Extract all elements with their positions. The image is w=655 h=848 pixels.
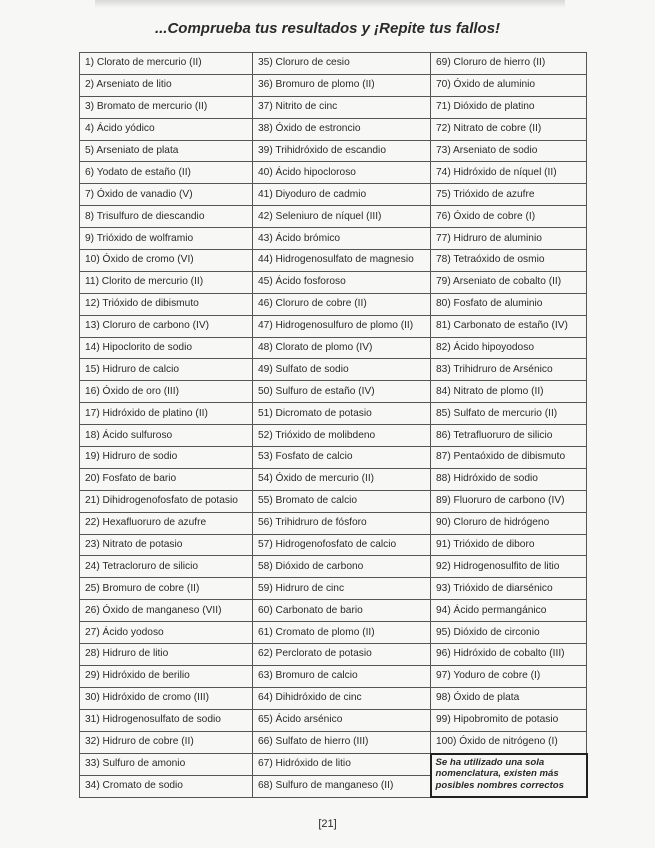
table-row bbox=[80, 600, 587, 622]
table-row bbox=[80, 490, 587, 512]
answer-cell: 47) Hidrogenosulfuro de plomo (II) bbox=[253, 315, 431, 337]
answer-cell: 38) Óxido de estroncio bbox=[253, 118, 431, 140]
answer-cell: 69) Cloruro de hierro (II) bbox=[431, 53, 587, 75]
table-row bbox=[80, 468, 587, 490]
answer-cell: 16) Óxido de oro (III) bbox=[80, 381, 253, 403]
answer-cell: 54) Óxido de mercurio (II) bbox=[253, 468, 431, 490]
answer-cell: 10) Óxido de cromo (VI) bbox=[80, 250, 253, 272]
table-row bbox=[80, 687, 587, 709]
answer-cell: 40) Ácido hipocloroso bbox=[253, 162, 431, 184]
table-row bbox=[80, 140, 587, 162]
answer-cell: 27) Ácido yodoso bbox=[80, 622, 253, 644]
answer-cell: 78) Tetraóxido de osmio bbox=[431, 250, 587, 272]
answer-cell: 96) Hidróxido de cobalto (III) bbox=[431, 644, 587, 666]
answer-cell: 74) Hidróxido de níquel (II) bbox=[431, 162, 587, 184]
answer-cell: 23) Nitrato de potasio bbox=[80, 534, 253, 556]
answer-cell: 84) Nitrato de plomo (II) bbox=[431, 381, 587, 403]
answer-cell: 55) Bromato de calcio bbox=[253, 490, 431, 512]
answer-cell: 11) Clorito de mercurio (II) bbox=[80, 271, 253, 293]
answer-cell: 51) Dicromato de potasio bbox=[253, 403, 431, 425]
answer-cell: 77) Hidruro de aluminio bbox=[431, 228, 587, 250]
answer-cell: 32) Hidruro de cobre (II) bbox=[80, 731, 253, 753]
table-row bbox=[80, 381, 587, 403]
answer-cell: 30) Hidróxido de cromo (III) bbox=[80, 687, 253, 709]
answer-cell: 3) Bromato de mercurio (II) bbox=[80, 96, 253, 118]
answer-cell: 14) Hipoclorito de sodio bbox=[80, 337, 253, 359]
answer-cell: 79) Arseniato de cobalto (II) bbox=[431, 271, 587, 293]
answer-cell: 37) Nitrito de cinc bbox=[253, 96, 431, 118]
answer-cell: 35) Cloruro de cesio bbox=[253, 53, 431, 75]
answer-cell: 88) Hidróxido de sodio bbox=[431, 468, 587, 490]
answer-cell: 12) Trióxido de dibismuto bbox=[80, 293, 253, 315]
table-row bbox=[80, 53, 587, 75]
answer-cell: 90) Cloruro de hidrógeno bbox=[431, 512, 587, 534]
answer-cell: 83) Trihidruro de Arsénico bbox=[431, 359, 587, 381]
answer-cell: 8) Trisulfuro de diescandio bbox=[80, 206, 253, 228]
answer-cell: 13) Cloruro de carbono (IV) bbox=[80, 315, 253, 337]
answer-cell: 33) Sulfuro de amonio bbox=[80, 754, 253, 776]
answer-cell: 82) Ácido hipoyodoso bbox=[431, 337, 587, 359]
table-row bbox=[80, 731, 587, 753]
answer-cell: 80) Fosfato de aluminio bbox=[431, 293, 587, 315]
answer-cell: 52) Trióxido de molibdeno bbox=[253, 425, 431, 447]
answer-cell: 15) Hidruro de calcio bbox=[80, 359, 253, 381]
page-title: ...Comprueba tus resultados y ¡Repite tus fallos! bbox=[154, 20, 501, 37]
answers-table bbox=[79, 52, 588, 798]
answer-cell: 58) Dióxido de carbono bbox=[253, 556, 431, 578]
answer-cell: 21) Dihidrogenofosfato de potasio bbox=[80, 490, 253, 512]
table-row bbox=[80, 206, 587, 228]
answer-cell: 36) Bromuro de plomo (II) bbox=[253, 74, 431, 96]
answer-cell: 45) Ácido fosforoso bbox=[253, 271, 431, 293]
answer-cell: 1) Clorato de mercurio (II) bbox=[80, 53, 253, 75]
answer-cell: 48) Clorato de plomo (IV) bbox=[253, 337, 431, 359]
answer-cell: 72) Nitrato de cobre (II) bbox=[431, 118, 587, 140]
answer-cell: 57) Hidrogenofosfato de calcio bbox=[253, 534, 431, 556]
answer-cell: 92) Hidrogenosulfito de litio bbox=[431, 556, 587, 578]
table-row bbox=[80, 337, 587, 359]
table-row bbox=[80, 709, 587, 731]
table-row bbox=[80, 315, 587, 337]
answer-cell: 28) Hidruro de litio bbox=[80, 644, 253, 666]
answer-cell: 94) Ácido permangánico bbox=[431, 600, 587, 622]
table-row bbox=[80, 754, 587, 776]
answer-cell: 53) Fosfato de calcio bbox=[253, 447, 431, 469]
table-row bbox=[80, 293, 587, 315]
page-number: [21] bbox=[318, 818, 337, 830]
table-row bbox=[80, 447, 587, 469]
table-row bbox=[80, 425, 587, 447]
answer-cell: 24) Tetracloruro de silicio bbox=[80, 556, 253, 578]
answer-cell: 4) Ácido yódico bbox=[80, 118, 253, 140]
answer-cell: 17) Hidróxido de platino (II) bbox=[80, 403, 253, 425]
answer-cell: 76) Óxido de cobre (I) bbox=[431, 206, 587, 228]
answer-cell: 99) Hipobromito de potasio bbox=[431, 709, 587, 731]
answer-cell: 9) Trióxido de wolframio bbox=[80, 228, 253, 250]
answer-cell: 22) Hexafluoruro de azufre bbox=[80, 512, 253, 534]
table-row bbox=[80, 74, 587, 96]
answer-cell: 44) Hidrogenosulfato de magnesio bbox=[253, 250, 431, 272]
table-row bbox=[80, 512, 587, 534]
scan-smudge bbox=[95, 0, 565, 8]
table-row bbox=[80, 96, 587, 118]
answer-cell: 85) Sulfato de mercurio (II) bbox=[431, 403, 587, 425]
nomenclature-note: Se ha utilizado una sola nomenclatura, existen más posibles nombres correctos bbox=[431, 754, 587, 798]
answer-cell: 81) Carbonato de estaño (IV) bbox=[431, 315, 587, 337]
table-row bbox=[80, 162, 587, 184]
table-row bbox=[80, 665, 587, 687]
answer-cell: 60) Carbonato de bario bbox=[253, 600, 431, 622]
answer-cell: 67) Hidróxido de litio bbox=[253, 754, 431, 776]
table-row bbox=[80, 359, 587, 381]
answer-cell: 7) Óxido de vanadio (V) bbox=[80, 184, 253, 206]
answer-cell: 63) Bromuro de calcio bbox=[253, 665, 431, 687]
answer-cell: 62) Perclorato de potasio bbox=[253, 644, 431, 666]
answer-cell: 46) Cloruro de cobre (II) bbox=[253, 293, 431, 315]
answer-cell: 89) Fluoruro de carbono (IV) bbox=[431, 490, 587, 512]
answer-cell: 91) Trióxido de diboro bbox=[431, 534, 587, 556]
answer-cell: 49) Sulfato de sodio bbox=[253, 359, 431, 381]
answer-cell: 42) Seleniuro de níquel (III) bbox=[253, 206, 431, 228]
answer-cell: 61) Cromato de plomo (II) bbox=[253, 622, 431, 644]
answer-cell: 68) Sulfuro de manganeso (II) bbox=[253, 775, 431, 797]
table-row bbox=[80, 271, 587, 293]
answer-cell: 70) Óxido de aluminio bbox=[431, 74, 587, 96]
answer-cell: 93) Trióxido de diarsénico bbox=[431, 578, 587, 600]
answer-cell: 66) Sulfato de hierro (III) bbox=[253, 731, 431, 753]
answer-cell: 39) Trihidróxido de escandio bbox=[253, 140, 431, 162]
answer-cell: 26) Óxido de manganeso (VII) bbox=[80, 600, 253, 622]
answer-cell: 29) Hidróxido de berilio bbox=[80, 665, 253, 687]
answer-cell: 18) Ácido sulfuroso bbox=[80, 425, 253, 447]
answer-cell: 41) Diyoduro de cadmio bbox=[253, 184, 431, 206]
answer-cell: 2) Arseniato de litio bbox=[80, 74, 253, 96]
table-row bbox=[80, 184, 587, 206]
table-row bbox=[80, 118, 587, 140]
table-row bbox=[80, 556, 587, 578]
answer-cell: 65) Ácido arsénico bbox=[253, 709, 431, 731]
table-row bbox=[80, 622, 587, 644]
answer-cell: 87) Pentaóxido de dibismuto bbox=[431, 447, 587, 469]
answer-cell: 31) Hidrogenosulfato de sodio bbox=[80, 709, 253, 731]
answer-cell: 34) Cromato de sodio bbox=[80, 775, 253, 797]
answer-cell: 95) Dióxido de circonio bbox=[431, 622, 587, 644]
answer-cell: 20) Fosfato de bario bbox=[80, 468, 253, 490]
answer-cell: 86) Tetrafluoruro de silicio bbox=[431, 425, 587, 447]
table-row bbox=[80, 403, 587, 425]
answer-cell: 97) Yoduro de cobre (I) bbox=[431, 665, 587, 687]
answer-cell: 75) Trióxido de azufre bbox=[431, 184, 587, 206]
answer-cell: 6) Yodato de estaño (II) bbox=[80, 162, 253, 184]
answer-cell: 56) Trihidruro de fósforo bbox=[253, 512, 431, 534]
answer-cell: 100) Óxido de nitrógeno (I) bbox=[431, 731, 587, 753]
answer-cell: 50) Sulfuro de estaño (IV) bbox=[253, 381, 431, 403]
answer-cell: 19) Hidruro de sodio bbox=[80, 447, 253, 469]
table-row bbox=[80, 578, 587, 600]
table-row bbox=[80, 228, 587, 250]
table-row bbox=[80, 534, 587, 556]
answer-cell: 59) Hidruro de cinc bbox=[253, 578, 431, 600]
table-row bbox=[80, 644, 587, 666]
answer-cell: 64) Dihidróxido de cinc bbox=[253, 687, 431, 709]
answer-cell: 25) Bromuro de cobre (II) bbox=[80, 578, 253, 600]
answer-cell: 98) Óxido de plata bbox=[431, 687, 587, 709]
answer-cell: 5) Arseniato de plata bbox=[80, 140, 253, 162]
answer-cell: 73) Arseniato de sodio bbox=[431, 140, 587, 162]
answer-cell: 71) Dióxido de platino bbox=[431, 96, 587, 118]
answer-cell: 43) Ácido brómico bbox=[253, 228, 431, 250]
table-row bbox=[80, 250, 587, 272]
